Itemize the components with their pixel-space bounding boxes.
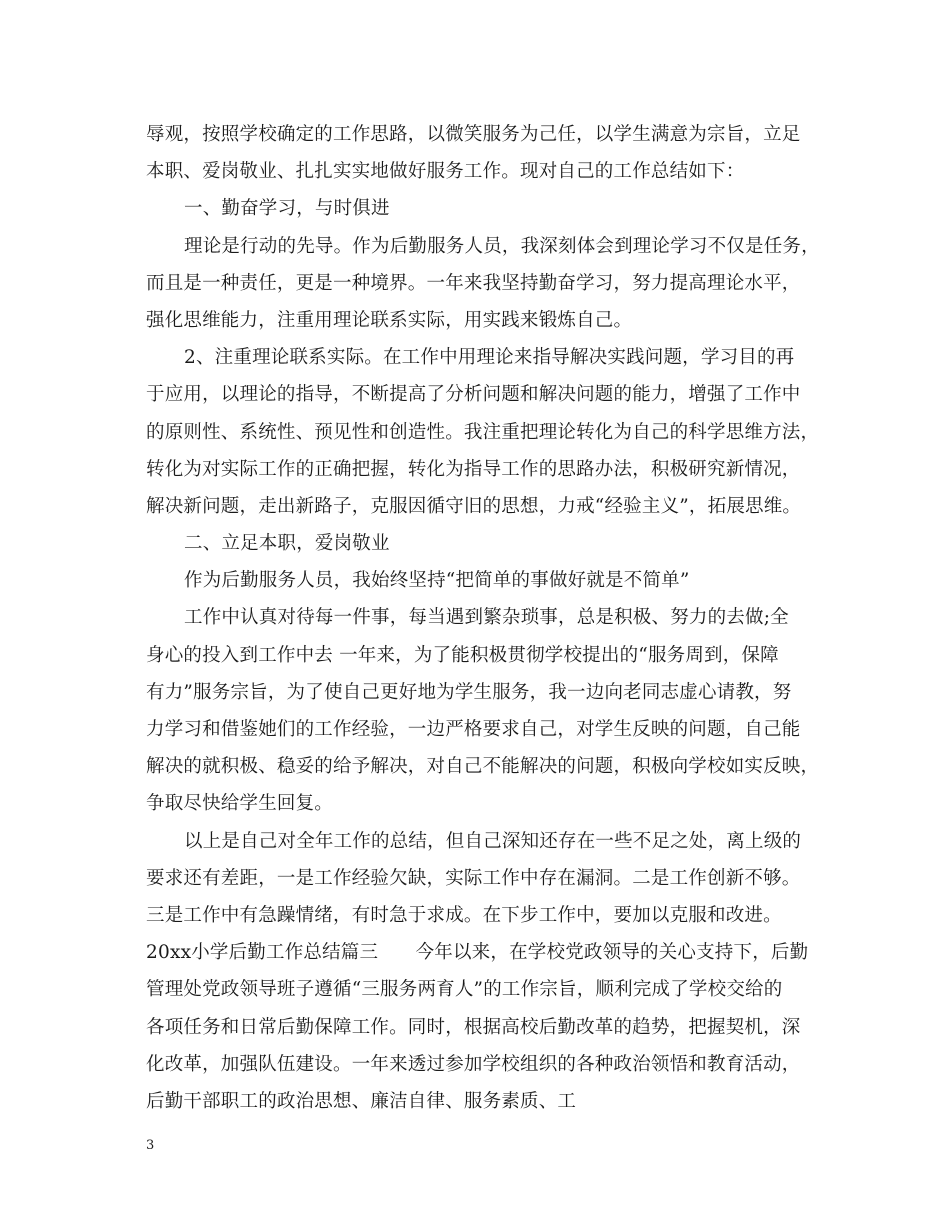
text-line: 本职、爱岗敬业、扎扎实实地做好服务工作。现对自己的工作总结如下： [146, 161, 745, 183]
text-line: 以上是自己对全年工作的总结，但自己深知还存在一些不足之处，离上级的 [184, 830, 802, 852]
text-line: 转化为对实际工作的正确把握，转化为指导工作的思路办法，积极研究新情况， [146, 458, 801, 480]
text-line: 于应用，以理论的指导，不断提高了分析问题和解决问题的能力，增强了工作中 [146, 384, 801, 406]
text-line: 20xx小学后勤工作总结篇三 今年以来，在学校党政领导的关心支持下，后勤 [146, 942, 809, 964]
text-line: 辱观，按照学校确定的工作思路，以微笑服务为己任，以学生满意为宗旨，立足 [146, 124, 801, 145]
body-text [146, 116, 820, 1120]
text-line: 三是工作中有急躁情绪，有时急于求成。在下步工作中，要加以克服和改进。 [146, 904, 782, 926]
text-line: 化改革，加强队伍建设。一年来透过参加学校组织的各种政治领悟和教育活动， [146, 1053, 801, 1075]
text-line: 管理处党政领导班子遵循“三服务两育人”的工作宗旨，顺利完成了学校交给的 [146, 979, 783, 1001]
text-line: 要求还有差距，一是工作经验欠缺，实际工作中存在漏洞。二是工作创新不够。 [146, 867, 801, 889]
text-line: 后勤干部职工的政治思想、廉洁自律、服务素质、工 [146, 1090, 577, 1112]
text-line: 有力”服务宗旨，为了使自己更好地为学生服务，我一边向老同志虚心请教，努 [146, 681, 792, 703]
text-line: 一、勤奋学习，与时俱进 [184, 198, 390, 220]
text-line: 工作中认真对待每一件事，每当遇到繁杂琐事，总是积极、努力的去做;全 [184, 607, 789, 629]
text-line: 强化思维能力，注重用理论联系实际，用实践来锻炼自己。 [146, 309, 633, 331]
text-line: 二、立足本职，爱岗敬业 [184, 533, 390, 555]
text-line: 理论是行动的先导。作为后勤服务人员，我深刻体会到理论学习不仅是任务， [184, 235, 820, 257]
text-line: 各项任务和日常后勤保障工作。同时，根据高校后勤改革的趋势，把握契机，深 [146, 1016, 801, 1038]
text-line: 作为后勤服务人员，我始终坚持“把简单的事做好就是不简单” [184, 570, 690, 592]
text-line: 解决的就积极、稳妥的给予解决，对自己不能解决的问题，积极向学校如实反映， [146, 756, 820, 778]
text-line: 2、注重理论联系实际。在工作中用理论来指导解决实践问题，学习目的再 [184, 347, 795, 369]
text-line: 的原则性、系统性、预见性和创造性。我注重把理论转化为自己的科学思维方法， [146, 421, 820, 443]
text-line: 解决新问题，走出新路子，克服因循守旧的思想，力戒“经验主义”，拓展思维。 [146, 495, 802, 517]
page-number: 3 [146, 1138, 155, 1153]
text-line: 而且是一种责任，更是一种境界。一年来我坚持勤奋学习，努力提高理论水平， [146, 272, 801, 294]
text-line: 身心的投入到工作中去 一年来，为了能积极贯彻学校提出的“服务周到，保障 [146, 644, 779, 666]
text-line: 力学习和借鉴她们的工作经验，一边严格要求自己，对学生反映的问题，自己能 [146, 719, 801, 740]
text-line: 争取尽快给学生回复。 [146, 793, 334, 815]
